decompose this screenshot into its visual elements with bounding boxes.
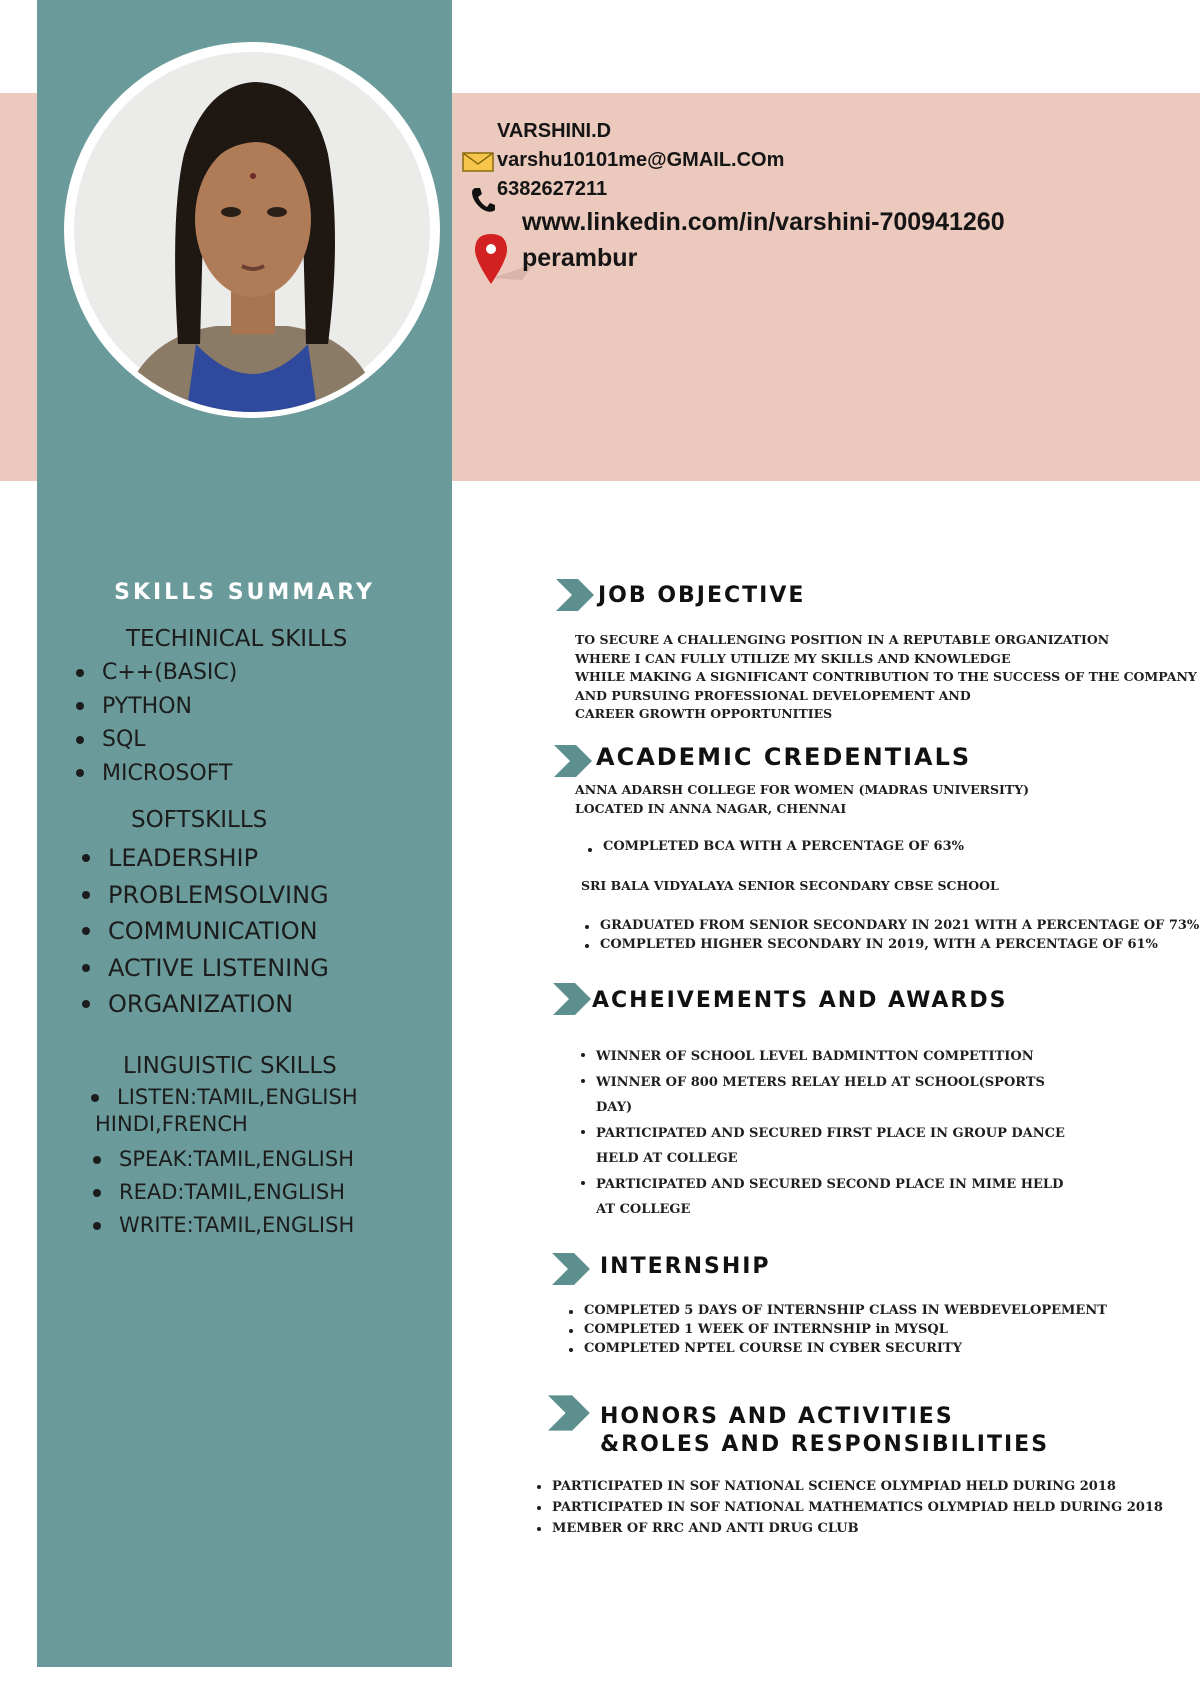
achievements-title: ACHEIVEMENTS AND AWARDS [592,988,1008,1013]
photo-frame [62,40,442,420]
text-line: WHILE MAKING A SIGNIFICANT CONTRIBUTION TO THE SUCCESS OF THE COMPANY [575,669,1197,684]
honors-title [600,1403,1049,1459]
list-item: SQL [102,723,237,757]
linkedin-link[interactable]: www.linkedin.com/in/varshini-700941260 [522,208,1005,236]
text-line: CAREER GROWTH OPPORTUNITIES [575,706,833,721]
list-item: READ:TAMIL,ENGLISH [119,1176,354,1209]
list-item: SPEAK:TAMIL,ENGLISH [119,1143,354,1176]
linguistic-skills-heading: LINGUISTIC SKILLS [123,1053,337,1079]
text-line: WHERE I CAN FULLY UTILIZE MY SKILLS AND KNOWLEDGE [575,650,1011,666]
linguistic-skills-list [119,1143,354,1242]
list-item: ACTIVE LISTENING [108,950,329,987]
item-text: WINNER OF SCHOOL LEVEL BADMINTTON COMPETITION [596,1049,1034,1064]
list-item: MICROSOFT [102,757,237,791]
section-arrow-icon [554,745,594,777]
honors-title-line: &ROLES AND RESPONSIBILITIES [600,1432,1050,1457]
list-item: WRITE:TAMIL,ENGLISH [119,1209,354,1242]
school-list [600,916,1199,954]
list-item: COMPLETED 1 WEEK OF INTERNSHIP in MYSQL [584,1320,1107,1339]
job-objective-title: JOB OBJECTIVE [598,583,806,608]
list-item: GRADUATED FROM SENIOR SECONDARY IN 2021 WITH A PERCENTAGE OF 73% [600,918,1200,933]
list-item: COMPLETED 5 DAYS OF INTERNSHIP CLASS IN WEBDEVELOPEMENT [584,1303,1107,1318]
list-item: ORGANIZATION [108,986,329,1023]
text-line: LOCATED IN ANNA NAGAR, CHENNAI [575,800,847,816]
list-item: COMMUNICATION [108,913,329,950]
list-item [596,1070,1065,1121]
internship-title: INTERNSHIP [600,1254,771,1279]
technical-skills-heading: TECHINICAL SKILLS [126,626,348,652]
list-item: PARTICIPATED IN SOF NATIONAL MATHEMATICS OLYMPIAD HELD DURING 2018 [552,1497,1163,1518]
email-text: varshu10101me@GMAIL.COm [497,149,785,171]
candidate-name: VARSHINI.D [497,120,612,142]
item-text: PARTICIPATED AND SECURED SECOND PLACE IN MIME HELD [596,1176,1064,1192]
text-line: AND PURSUING PROFESSIONAL DEVELOPEMENT AND [575,687,971,703]
honors-title-line: HONORS AND ACTIVITIES [600,1404,954,1429]
soft-skills-heading: SOFTSKILLS [131,807,268,833]
item-text: DAY) [596,1100,633,1115]
list-item: PYTHON [102,690,237,724]
technical-skills-list [102,656,237,790]
job-objective-text [575,631,1197,724]
list-item: LISTEN:TAMIL,ENGLISH [117,1081,358,1114]
college-list [603,839,964,854]
list-item: MEMBER OF RRC AND ANTI DRUG CLUB [552,1518,1163,1539]
mail-icon [462,152,494,172]
internship-list [584,1301,1107,1358]
item-text: WINNER OF 800 METERS RELAY HELD AT SCHOOL(SPORTS [596,1074,1045,1090]
academic-credentials-title: ACADEMIC CREDENTIALS [596,743,972,771]
section-arrow-icon [553,983,593,1015]
skills-summary-title: SKILLS SUMMARY [114,580,375,605]
list-item [596,1121,1065,1172]
section-arrow-icon [548,1395,592,1431]
linguistic-listen-list [117,1081,358,1114]
listen-continuation: HINDI,FRENCH [95,1112,248,1136]
school-name: SRI BALA VIDYALAYA SENIOR SECONDARY CBSE SCHOOL [581,878,999,893]
section-arrow-icon [552,1253,592,1285]
phone-text: 6382627211 [497,178,608,200]
achievements-list [596,1044,1065,1223]
honors-list [552,1476,1163,1539]
section-arrow-icon [556,579,596,611]
location-text: perambur [522,244,638,272]
soft-skills-list [108,840,329,1023]
list-item: COMPLETED BCA WITH A PERCENTAGE OF 63% [603,839,964,854]
item-text: AT COLLEGE [596,1202,691,1217]
college-info [575,781,1029,818]
list-item: LEADERSHIP [108,840,329,877]
phone-icon [470,186,496,214]
list-item: COMPLETED HIGHER SECONDARY IN 2019, WITH A PERCENTAGE OF 61% [600,935,1199,954]
item-text: PARTICIPATED AND SECURED FIRST PLACE IN GROUP DANCE [596,1125,1065,1141]
text-line: ANNA ADARSH COLLEGE FOR WOMEN (MADRAS UNIVERSITY) [575,782,1030,797]
item-text: HELD AT COLLEGE [596,1151,738,1166]
text-line: TO SECURE A CHALLENGING POSITION IN A REPUTABLE ORGANIZATION [575,632,1110,647]
list-item: C++(BASIC) [102,656,237,690]
list-item: COMPLETED NPTEL COURSE IN CYBER SECURITY [584,1339,1107,1358]
list-item: PROBLEMSOLVING [108,877,329,914]
list-item [596,1172,1065,1223]
list-item: PARTICIPATED IN SOF NATIONAL SCIENCE OLYMPIAD HELD DURING 2018 [552,1476,1163,1497]
list-item [596,1044,1065,1070]
